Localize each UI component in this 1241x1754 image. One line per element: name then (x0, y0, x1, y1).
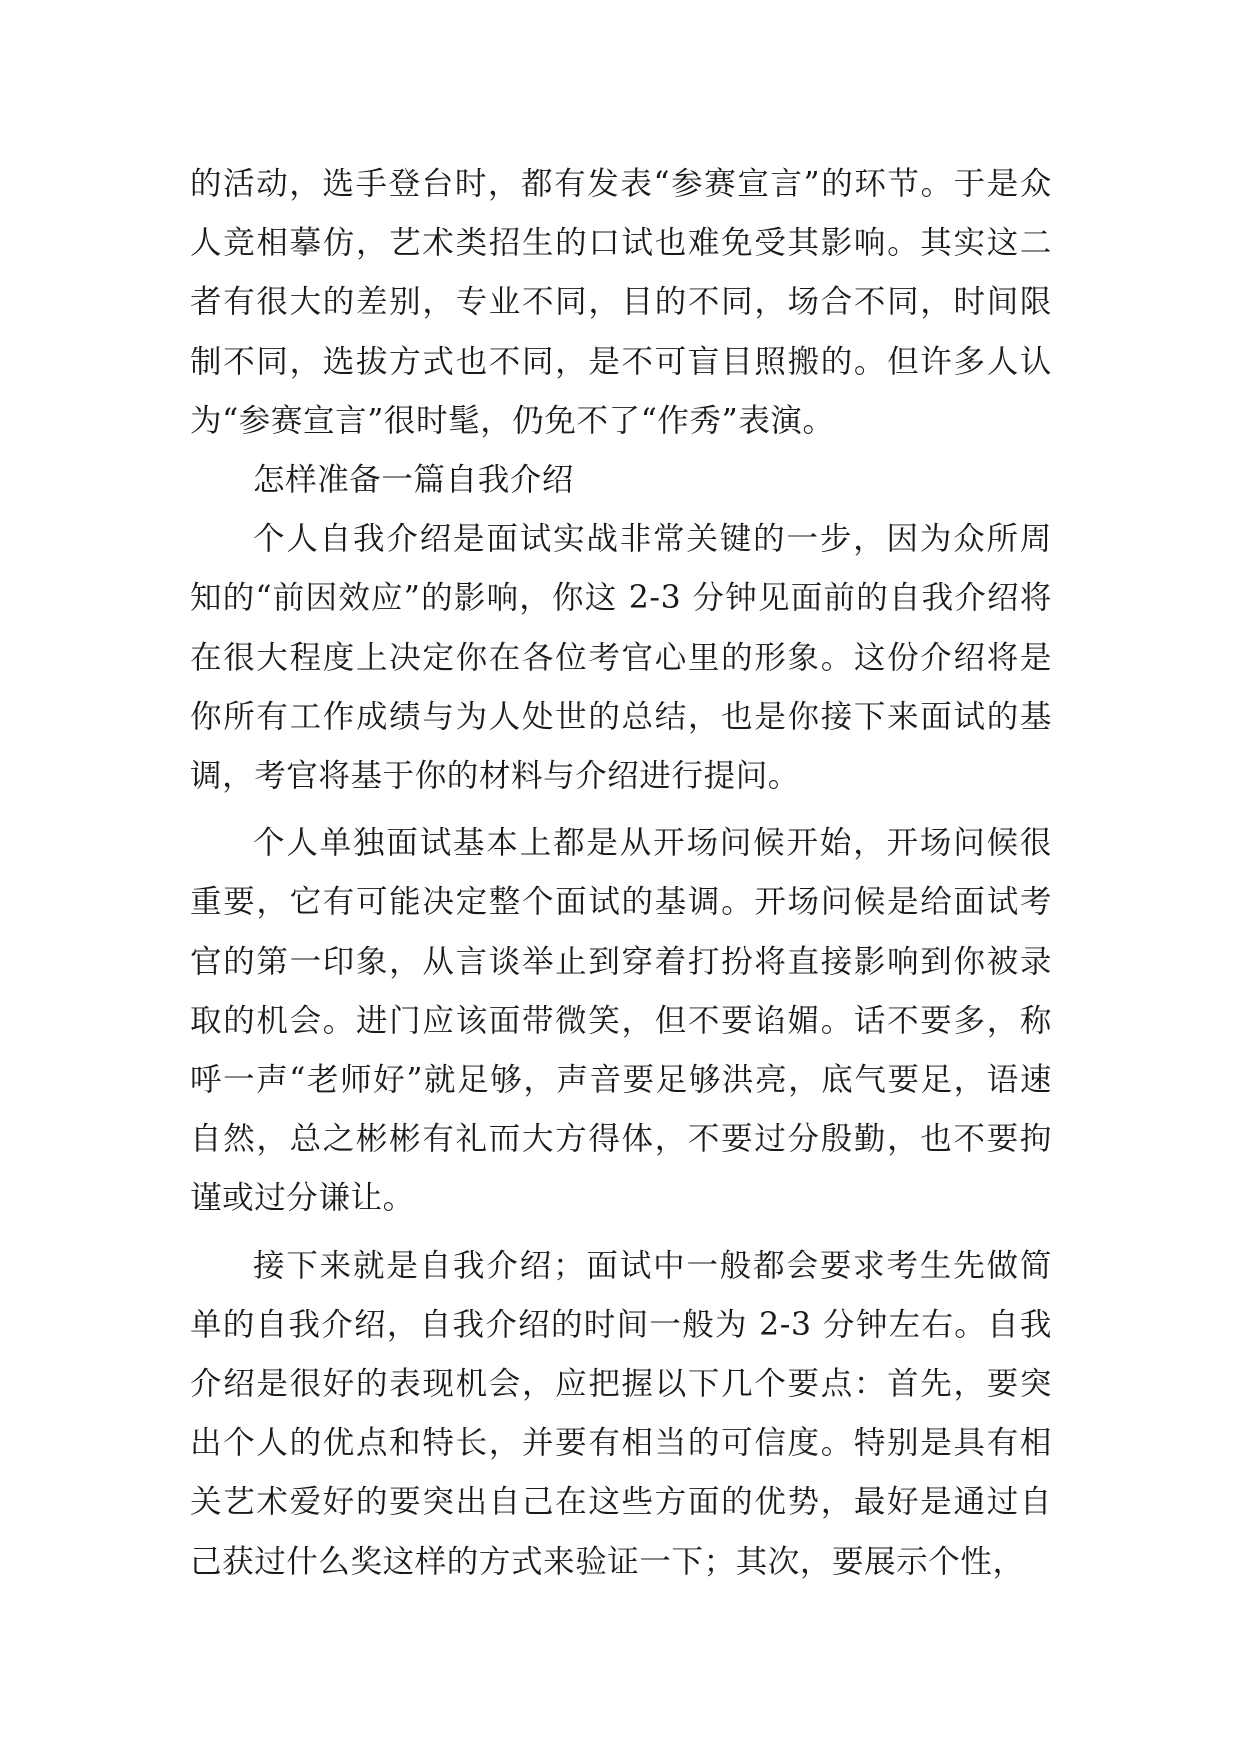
section-heading: 怎样准备一篇自我介绍 (253, 462, 575, 499)
document-body (190, 155, 1052, 1592)
paragraph-continuation: 的活动，选手登台时，都有发表“参赛宣言”的环节。于是众人竞相摹仿，艺术类招生的口试也难免受其影响。其实这二者有很大的差别，专业不同，目的不同，场合不同，时间限制不同，选拔方式也不同，是不可盲目照搬的。但许多人认为“参赛宣言”很时髦，仍免不了“作秀”表演。 (190, 166, 1052, 439)
paragraph-opening-greeting: 个人单独面试基本上都是从开场问候开始，开场问候很重要，它有可能决定整个面试的基调。开场问候是给面试考官的第一印象，从言谈举止到穿着打扮将直接影响到你被录取的机会。进门应该面带微笑，但不要谄媚。话不要多，称呼一声“老师好”就足够，声音要足够洪亮，底气要足，语速自然，总之彬彬有礼而大方得体，不要过分殷勤，也不要拘谨或过分谦让。 (190, 825, 1052, 1217)
paragraph-self-introduction: 个人自我介绍是面试实战非常关键的一步，因为众所周知的“前因效应”的影响，你这 2-3 分钟见面前的自我介绍将在很大程度上决定你在各位考官心里的形象。这份介绍将是你所有工作成绩与为人处世的总结，也是你接下来面试的基调，考官将基于你的材料与介绍进行提问。 (190, 521, 1052, 795)
paragraph-introduction-tips: 接下来就是自我介绍；面试中一般都会要求考生先做简单的自我介绍，自我介绍的时间一般为 2-3 分钟左右。自我介绍是很好的表现机会，应把握以下几个要点：首先，要突出个人的优点和特长，并要有相当的可信度。特别是具有相关艺术爱好的要突出自己在这些方面的优势，最好是通过自己获过什么奖这样的方式来验证一下；其次，要展示个性， (190, 1247, 1052, 1580)
